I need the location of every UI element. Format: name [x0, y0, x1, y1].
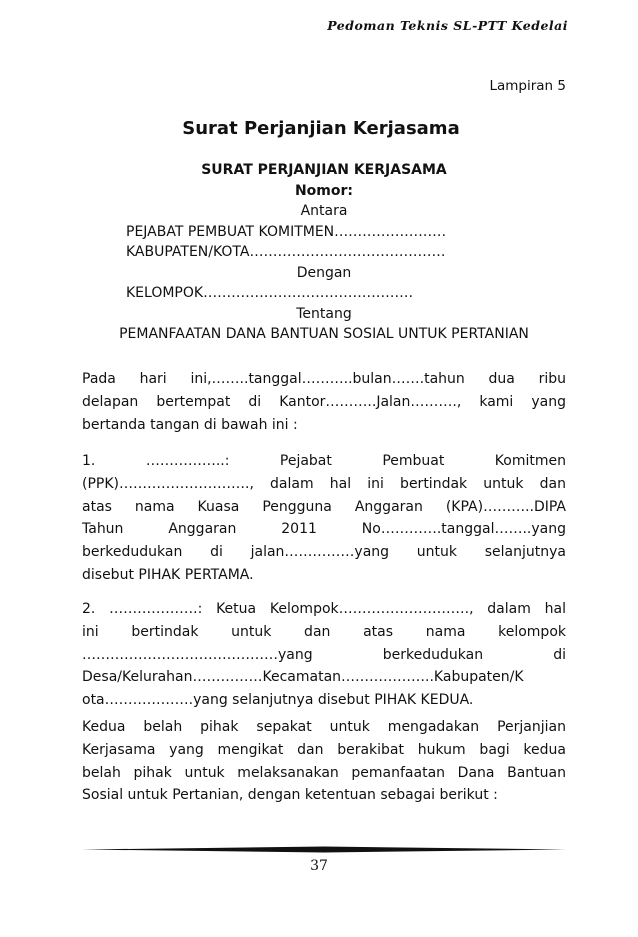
heading-tentang: Tentang: [296, 305, 352, 322]
text-line: atas nama Kuasa Pengguna Anggaran (KPA)………..DIPA: [82, 498, 566, 515]
text-line: Kerjasama yang mengikat dan berakibat hukum bagi kedua: [82, 741, 566, 758]
text-line: Pada hari ini,……..tanggal………..bulan…….tahun dua ribu: [82, 371, 566, 387]
closing-paragraph: [82, 716, 566, 807]
agreement-heading: [82, 160, 566, 345]
party-two-paragraph: [82, 598, 566, 712]
text-line: (PPK)………………………., dalam hal ini bertindak untuk dan: [82, 475, 566, 492]
heading-kelompok: KELOMPOK………………………………………: [126, 285, 414, 301]
heading-subject: PEMANFAATAN DANA BANTUAN SOSIAL UNTUK PERTANIAN: [119, 326, 529, 342]
heading-line-1: SURAT PERJANJIAN KERJASAMA: [201, 162, 447, 178]
text-line: Kedua belah pihak sepakat untuk mengadakan Perjanjian: [82, 719, 566, 735]
heading-ppk: PEJABAT PEMBUAT KOMITMEN……………………: [126, 223, 447, 240]
footer-rule: [82, 846, 566, 853]
text-line: delapan bertempat di Kantor………..Jalan………., kami yang: [82, 393, 566, 410]
heading-kabupaten: KABUPATEN/KOTA……………………………………: [126, 244, 446, 260]
party-one-paragraph: [82, 450, 566, 587]
text-line: Desa/Kelurahan……………Kecamatan………………..Kabupaten/K: [82, 669, 524, 686]
page-number: 37: [310, 858, 328, 874]
running-header: Pedoman Teknis SL-PTT Kedelai: [327, 18, 568, 33]
appendix-label: Lampiran 5: [489, 78, 566, 94]
heading-antara: Antara: [300, 203, 348, 219]
text-line: belah pihak untuk melaksanakan pemanfaatan Dana Bantuan: [82, 764, 566, 781]
text-line: ……………………………………yang berkedudukan di: [82, 646, 566, 663]
text-line: ini bertindak untuk dan atas nama kelompok: [82, 623, 566, 640]
text-line: disebut PIHAK PERTAMA.: [82, 566, 254, 583]
text-line: 1. ……………..: Pejabat Pembuat Komitmen: [82, 453, 566, 469]
text-line: bertanda tangan di bawah ini :: [82, 416, 298, 433]
intro-paragraph: [82, 368, 566, 436]
heading-dengan: Dengan: [296, 264, 352, 281]
text-line: 2. ……………….: Ketua Kelompok………………………., dalam hal: [82, 601, 566, 617]
text-line: berkedudukan di jalan……………yang untuk selanjutnya: [82, 544, 566, 561]
heading-nomor: Nomor:: [294, 182, 354, 199]
document-title: Surat Perjanjian Kerjasama: [182, 118, 460, 139]
text-line: Sosial untuk Pertanian, dengan ketentuan sebagai berikut :: [82, 787, 498, 804]
text-line: Tahun Anggaran 2011 No………….tanggal……..yang: [82, 521, 566, 538]
text-line: ota……………….yang selanjutnya disebut PIHAK KEDUA.: [82, 692, 474, 709]
